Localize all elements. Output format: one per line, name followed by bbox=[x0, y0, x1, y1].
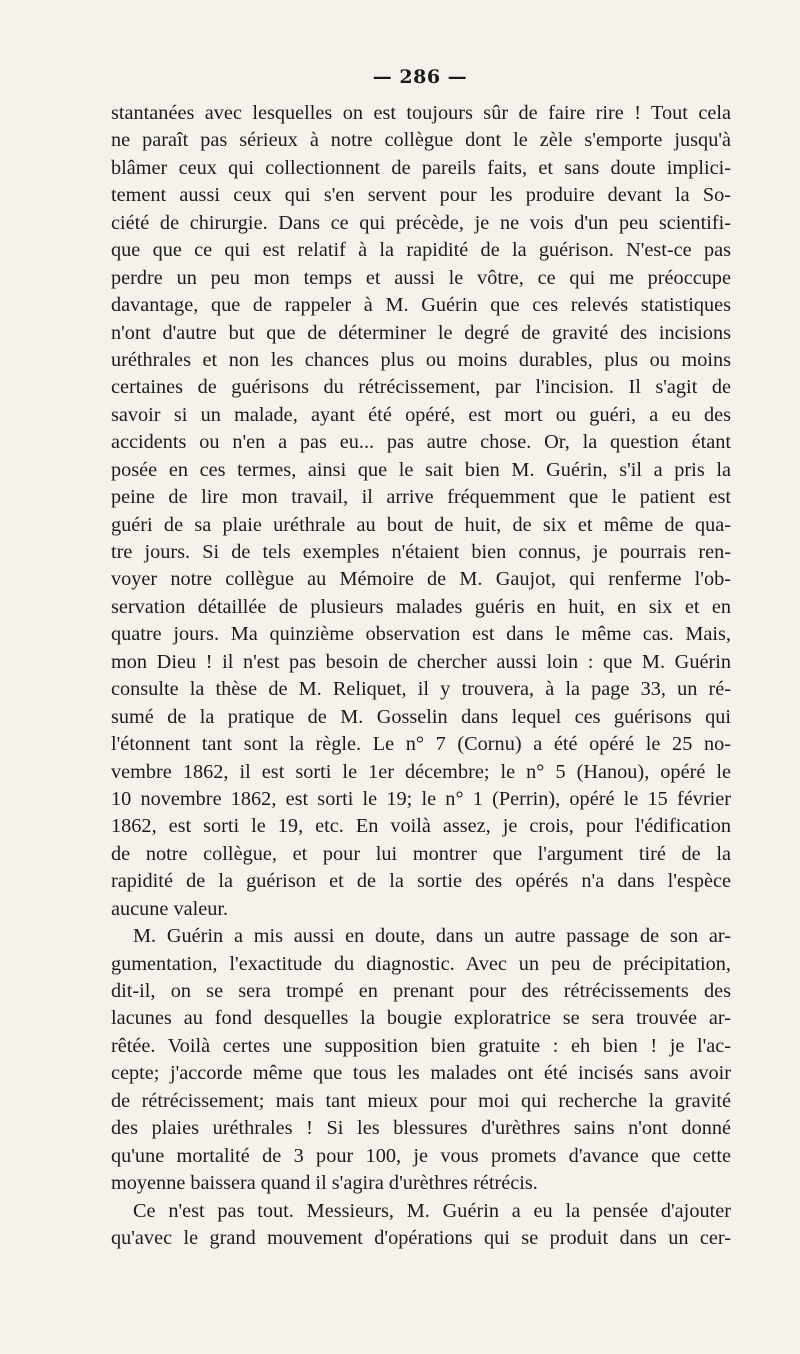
text-line: rapidité de la guérison et de la sortie des opérés n'a dans l'espèce bbox=[111, 870, 731, 893]
text-line: gumentation, l'exactitude du diagnostic. Avec un peu de précipitation, bbox=[111, 952, 731, 975]
text-line: savoir si un malade, ayant été opéré, est mort ou guéri, a eu des bbox=[111, 403, 731, 426]
text-line: uréthrales et non les chances plus ou moins durables, plus ou moins bbox=[111, 348, 731, 371]
text-line: sumé de la pratique de M. Gosselin dans lequel ces guérisons qui bbox=[111, 705, 731, 728]
text-line: de rétrécissement; mais tant mieux pour moi qui recherche la gravité bbox=[111, 1089, 731, 1112]
text-line: aucune valeur. bbox=[111, 897, 229, 920]
text-line: que que ce qui est relatif à la rapidité de la guérison. N'est-ce pas bbox=[111, 239, 731, 262]
text-line: M. Guérin a mis aussi en doute, dans un autre passage de son ar- bbox=[133, 925, 731, 948]
text-line: perdre un peu mon temps et aussi le vôtre, ce qui me préoccupe bbox=[111, 266, 731, 289]
text-line: servation détaillée de plusieurs malades guéris en huit, en six et en bbox=[111, 595, 731, 618]
text-line: 10 novembre 1862, est sorti le 19; le n° 1 (Perrin), opéré le 15 février bbox=[111, 787, 731, 810]
text-line: peine de lire mon travail, il arrive fréquemment que le patient est bbox=[111, 486, 731, 509]
text-line: blâmer ceux qui collectionnent de pareils faits, et sans doute implici- bbox=[111, 156, 731, 179]
text-line: cepte; j'accorde même que tous les malades ont été incisés sans avoir bbox=[111, 1062, 731, 1085]
text-line: voyer notre collègue au Mémoire de M. Gaujot, qui renferme l'ob- bbox=[111, 568, 731, 591]
text-line: n'ont d'autre but que de déterminer le degré de gravité des incisions bbox=[111, 321, 731, 344]
text-line: guéri de sa plaie uréthrale au bout de huit, de six et même de qua- bbox=[111, 513, 731, 536]
text-line: ciété de chirurgie. Dans ce qui précède, je ne vois d'un peu scientifi- bbox=[111, 211, 731, 234]
text-line: dit-il, on se sera trompé en prenant pour des rétrécissements des bbox=[111, 980, 731, 1002]
text-line: davantage, que de rappeler à M. Guérin que ces relevés statistiques bbox=[111, 294, 731, 317]
text-line: quatre jours. Ma quinzième observation est dans le même cas. Mais, bbox=[111, 623, 731, 646]
text-line: rêtée. Voilà certes une supposition bien gratuite : eh bien ! je l'ac- bbox=[111, 1034, 731, 1057]
text-line: de notre collègue, et pour lui montrer que l'argument tiré de la bbox=[111, 842, 731, 865]
text-line: tement aussi ceux qui s'en servent pour les produire devant la So- bbox=[111, 184, 731, 207]
body-text bbox=[111, 100, 731, 1252]
text-line: mon Dieu ! il n'est pas besoin de chercher aussi loin : que M. Guérin bbox=[111, 650, 731, 673]
text-line: consulte la thèse de M. Reliquet, il y trouvera, à la page 33, un ré- bbox=[111, 678, 731, 701]
text-line: l'étonnent tant sont la règle. Le n° 7 (Cornu) a été opéré le 25 no- bbox=[111, 733, 731, 756]
text-line: stantanées avec lesquelles on est toujours sûr de faire rire ! Tout cela bbox=[111, 102, 731, 124]
text-line: accidents ou n'en a pas eu... pas autre chose. Or, la question étant bbox=[111, 431, 731, 454]
page-number: — 286 — bbox=[372, 66, 468, 88]
text-line: qu'une mortalité de 3 pour 100, je vous promets d'avance que cette bbox=[111, 1144, 731, 1167]
text-line: vembre 1862, il est sorti le 1er décembre; le n° 5 (Hanou), opéré le bbox=[111, 760, 731, 783]
text-line: Ce n'est pas tout. Messieurs, M. Guérin a eu la pensée d'ajouter bbox=[133, 1199, 731, 1222]
text-line: moyenne baissera quand il s'agira d'urèthres rétrécis. bbox=[111, 1172, 538, 1195]
text-line: lacunes au fond desquelles la bougie exploratrice se sera trouvée ar- bbox=[111, 1007, 731, 1030]
text-line: tre jours. Si de tels exemples n'étaient bien connus, je pourrais ren- bbox=[111, 541, 731, 563]
text-line: posée en ces termes, ainsi que le sait bien M. Guérin, s'il a pris la bbox=[111, 458, 731, 481]
text-line: certaines de guérisons du rétrécissement, par l'incision. Il s'agit de bbox=[111, 376, 731, 399]
text-line: qu'avec le grand mouvement d'opérations qui se produit dans un cer- bbox=[111, 1226, 731, 1249]
text-line: des plaies uréthrales ! Si les blessures d'urèthres sains n'ont donné bbox=[111, 1117, 731, 1140]
text-line: ne paraît pas sérieux à notre collègue dont le zèle s'emporte jusqu'à bbox=[111, 129, 731, 152]
text-line: 1862, est sorti le 19, etc. En voilà assez, je crois, pour l'édification bbox=[111, 815, 731, 838]
